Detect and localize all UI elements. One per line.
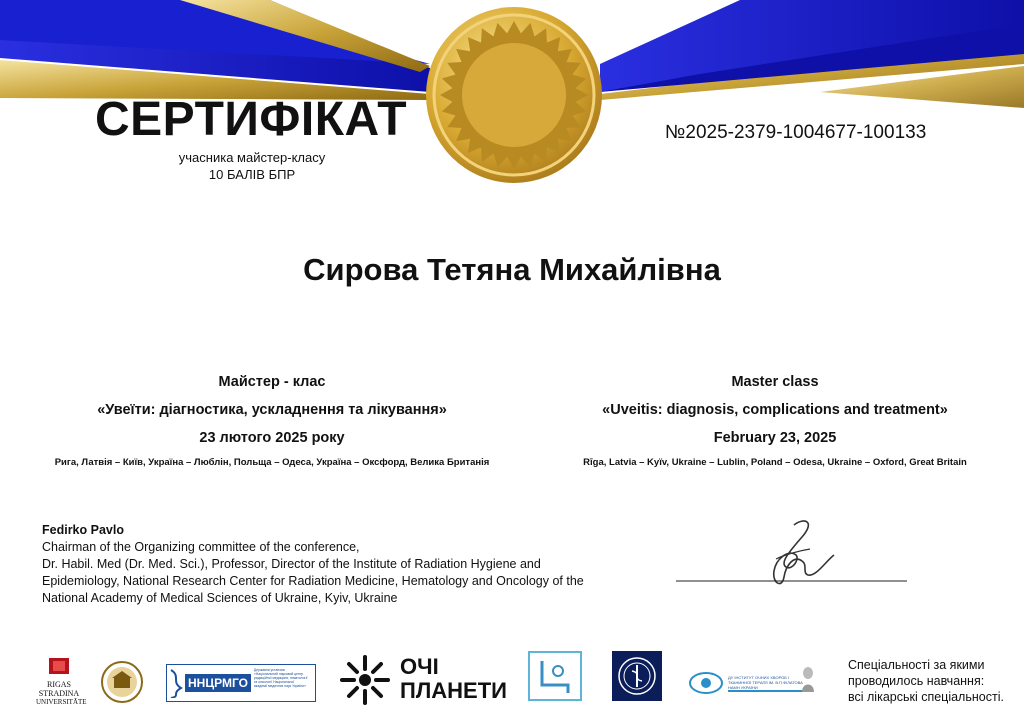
portrait-icon bbox=[800, 664, 816, 694]
recipient-name: Сирова Тетяна Михайлівна bbox=[303, 252, 721, 287]
signatory-line4: National Academy of Medical Sciences of Ukraine, Kyiv, Ukraine bbox=[42, 591, 398, 605]
ua-date: 23 лютого 2025 року bbox=[199, 430, 345, 446]
signatory-name: Fedirko Pavlo bbox=[42, 523, 124, 537]
clinic-logo-icon bbox=[528, 651, 582, 701]
en-topic: «Uveitis: diagnosis, complications and treatment» bbox=[602, 402, 948, 418]
ua-heading: Майстер - клас bbox=[218, 374, 326, 390]
planety-text: ПЛАНЕТИ bbox=[400, 678, 507, 703]
medical-academy-emblem-icon bbox=[612, 651, 662, 701]
signatory-line2: Dr. Habil. Med (Dr. Med. Sci.), Professor, Director of the Institute of Radiation Hygiene and bbox=[42, 557, 541, 571]
signatory-line3: Epidemiology, National Research Center for Radiation Medicine, Hematology and Oncology of the bbox=[42, 574, 584, 588]
certificate-subtitle: учасника майстер-класу bbox=[178, 150, 326, 165]
rsu-crest-icon bbox=[48, 657, 70, 675]
signatory-line1: Chairman of the Organizing committee of the conference, bbox=[42, 540, 360, 554]
eye-institute-icon bbox=[688, 670, 724, 696]
ochi-planety-sun-icon bbox=[340, 655, 390, 705]
gold-seal-icon bbox=[424, 0, 604, 185]
ochi-text: ОЧІ bbox=[400, 654, 439, 679]
signature-image bbox=[676, 515, 911, 590]
university-crest-icon bbox=[100, 660, 144, 704]
rsu-text-3: UNIVERSITĀTE bbox=[36, 698, 87, 706]
nrc-name: ННЦРМГО bbox=[185, 674, 251, 692]
rsu-text-2: STRADINA bbox=[38, 689, 80, 698]
dna-icon bbox=[167, 668, 185, 698]
filatov-text: ДУ ІНСТИТУТ ОЧНИХ ХВОРОБ І ТКАНИННОЇ ТЕРАПІЇ ІМ. В.П.ФІЛАТОВА НАМН УКРАЇНИ bbox=[728, 675, 808, 692]
en-heading: Master class bbox=[731, 374, 819, 390]
specialties-line3: всі лікарські спеціальності. bbox=[848, 690, 1004, 704]
specialties-line1: Спеціальності за якими bbox=[848, 658, 985, 672]
certificate-number: №2025-2379-1004677-100133 bbox=[665, 122, 927, 143]
rsu-text-1: RIGAS bbox=[46, 680, 71, 689]
certificate-title: СЕРТИФІКАТ bbox=[95, 93, 408, 146]
filatov-institute-logo bbox=[688, 666, 818, 700]
certificate-points: 10 БАЛІВ БПР bbox=[208, 167, 296, 182]
rsu-logo bbox=[36, 657, 87, 706]
ua-topic: «Увеїти: діагностика, ускладнення та лікування» bbox=[97, 402, 447, 418]
specialties-line2: проводилось навчання: bbox=[848, 674, 985, 688]
nrc-logo bbox=[166, 664, 316, 702]
en-date: February 23, 2025 bbox=[713, 430, 837, 446]
nrc-description: Державна установа «Національний науковий центр радіаційної медицини, гематології та онкології Національної академії медичних наук України» bbox=[253, 668, 308, 688]
en-locations: Rīga, Latvia – Kyïv, Ukraine – Lublin, Poland – Odesa, Ukraine – Oxford, Great Britain bbox=[583, 457, 967, 468]
ochi-planety-logo bbox=[400, 655, 507, 703]
ua-locations: Рига, Латвія – Київ, Україна – Люблін, Польща – Одеса, Україна – Оксфорд, Велика Британія bbox=[54, 457, 490, 468]
